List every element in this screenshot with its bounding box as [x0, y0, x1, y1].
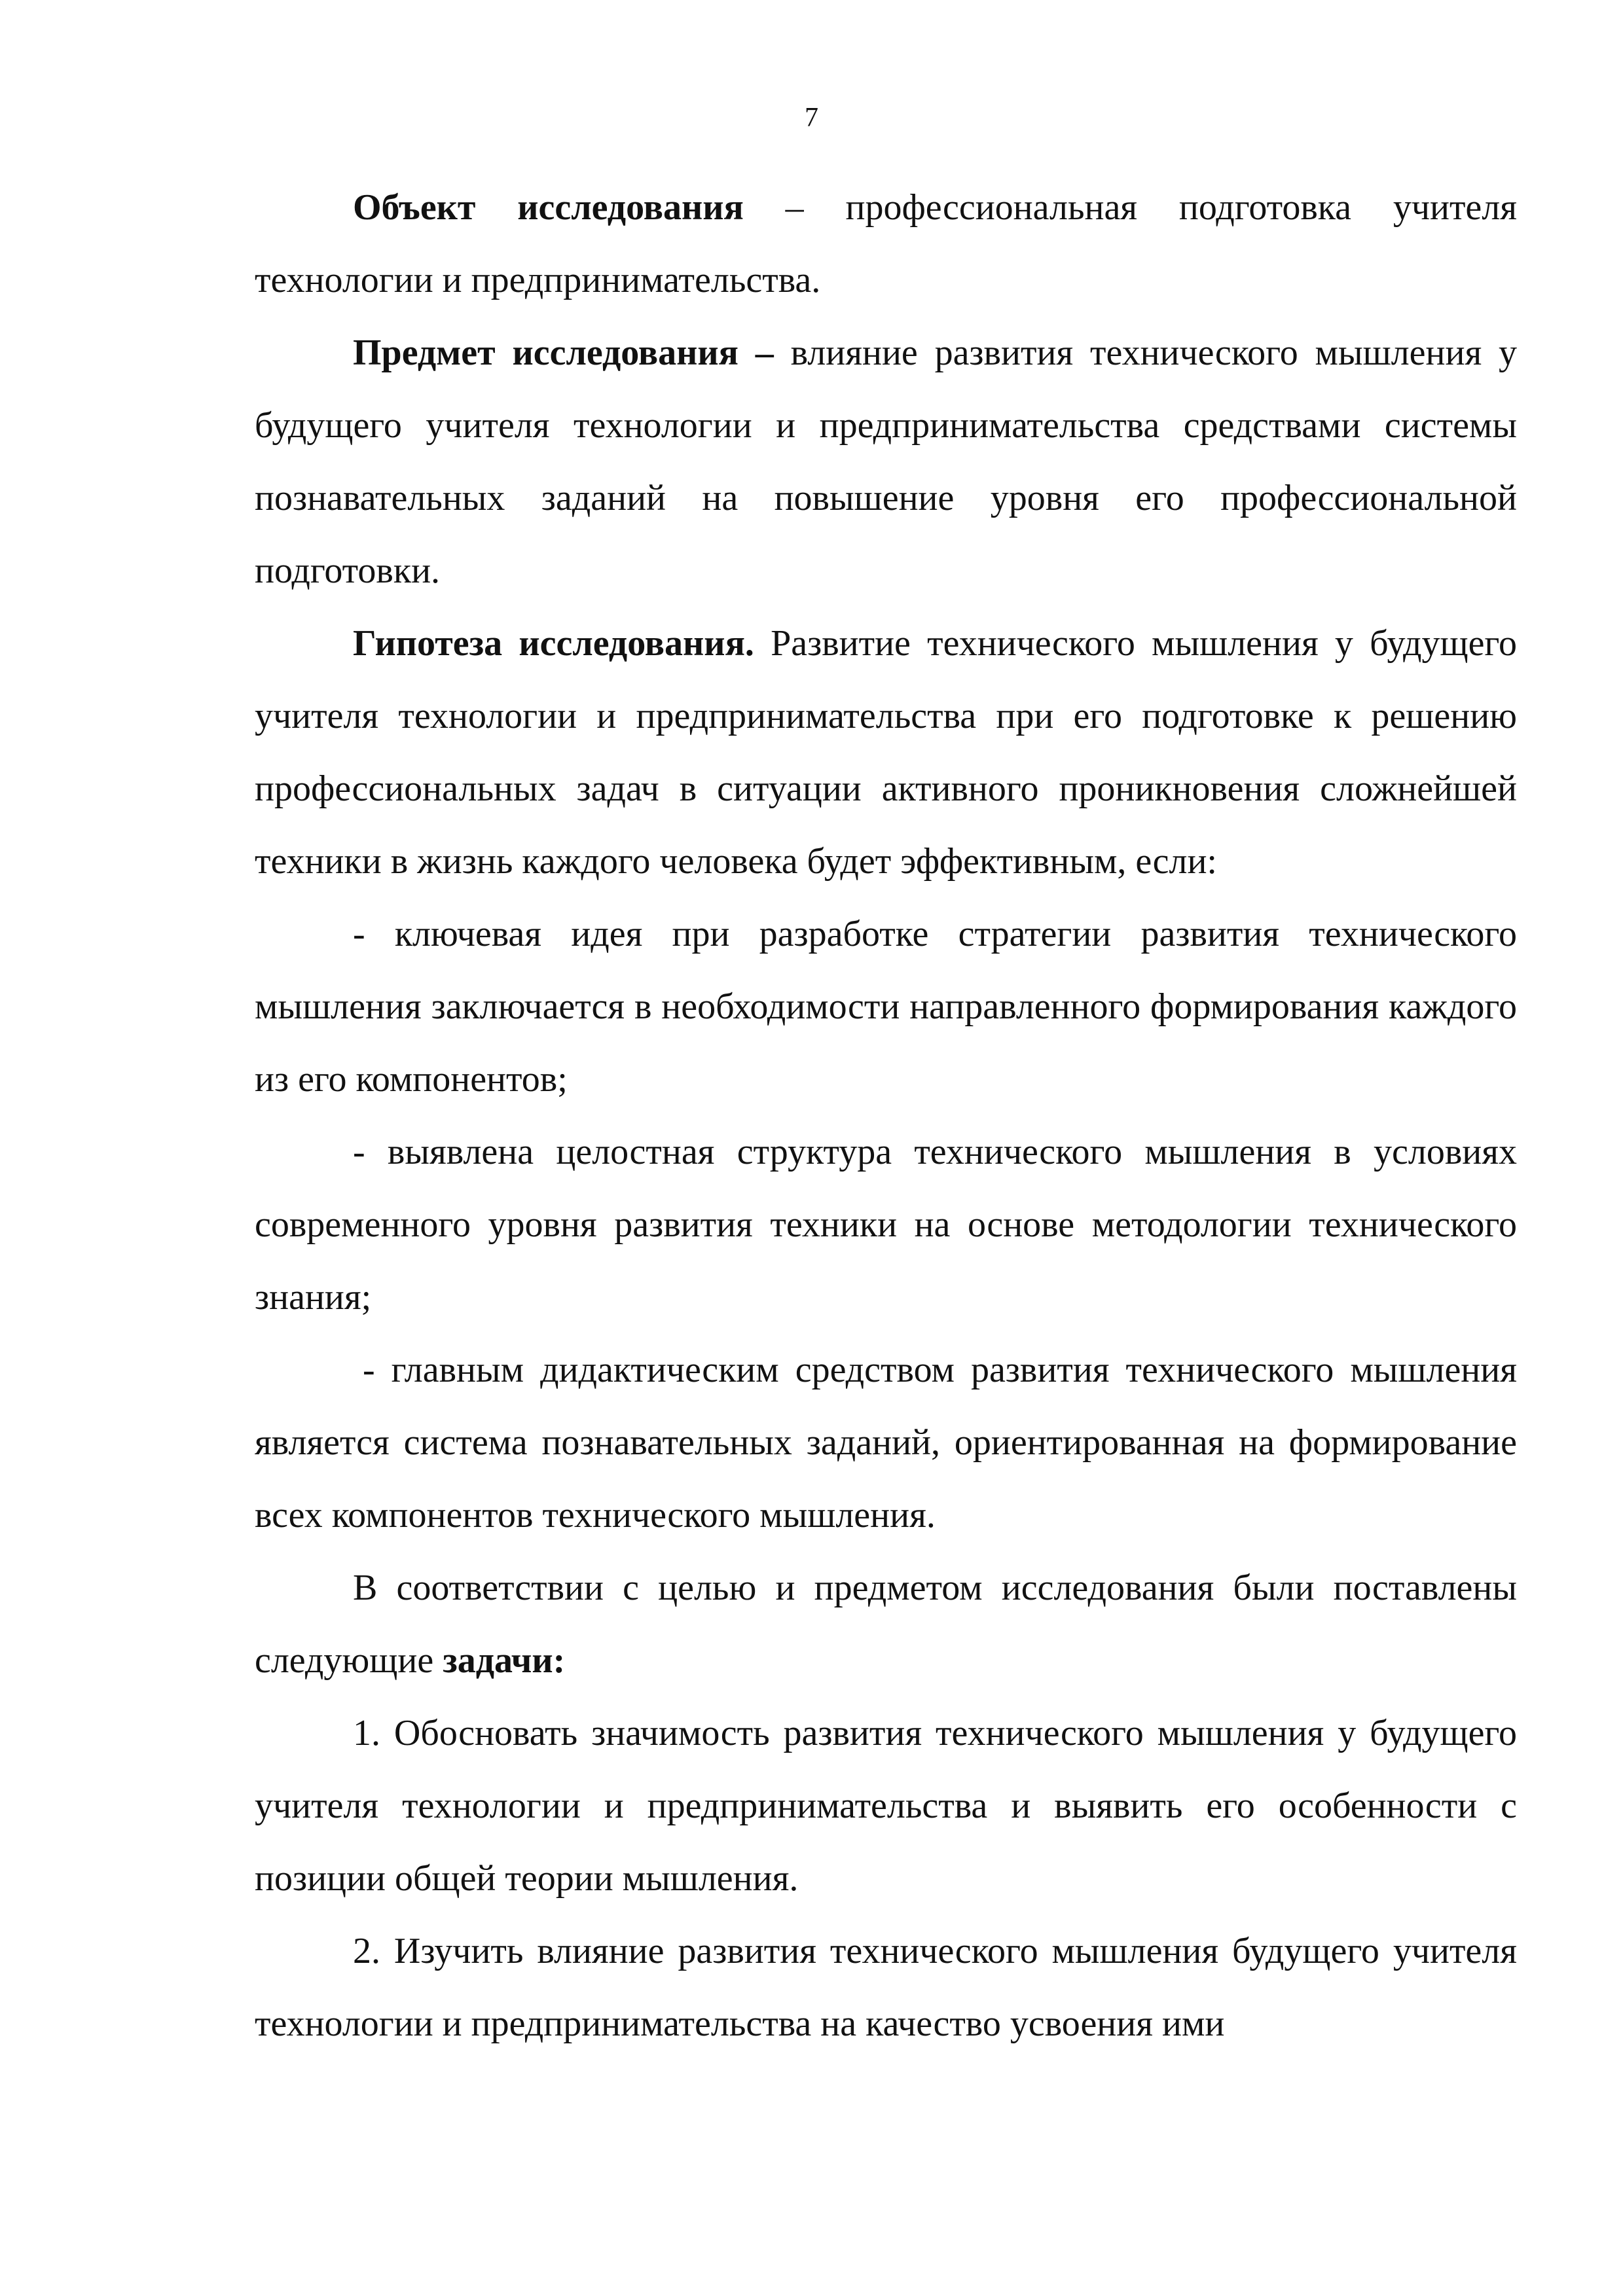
condition-item: - главным дидактическим средством развития технического мышления является система познавательных заданий, ориентированная на формирование всех компонентов технического мышления. — [255, 1350, 1517, 1535]
tasks-label: задачи: — [443, 1640, 566, 1681]
hypothesis-text: Развитие технического мышления у будущего учителя технологии и предпринимательства при его подготовке к решению профессиональных задач в ситуации активного проникновения сложнейшей техники в жизнь каждого человека будет эффективным, если: — [255, 623, 1517, 882]
hypothesis-label: Гипотеза исследования. — [353, 623, 754, 664]
document-body — [255, 171, 1517, 2060]
task-item: 2. Изучить влияние развития технического мышления будущего учителя технологии и предпринимательства на качество усвоения ими — [255, 1931, 1517, 2044]
task-item: 1. Обосновать значимость развития технического мышления у будущего учителя технологии и предпринимательства и выявить его особенности с позиции общей теории мышления. — [255, 1713, 1517, 1899]
object-label: Объект исследования — [353, 187, 744, 228]
condition-item: - выявлена целостная структура технического мышления в условиях современного уровня развития техники на основе методологии технического знания; — [255, 1132, 1517, 1318]
paragraph-tasks-intro — [255, 1552, 1517, 1697]
condition-item: - ключевая идея при разработке стратегии развития технического мышления заключается в необходимости направленного формирования каждого из его компонентов; — [255, 914, 1517, 1100]
paragraph-subject — [255, 317, 1517, 607]
subject-label: Предмет исследования – — [353, 332, 774, 373]
object-text: – профессиональная подготовка учителя технологии и предпринимательства. — [255, 187, 1517, 300]
tasks-intro-text: В соответствии с целью и предметом исследования были поставлены следующие — [255, 1568, 1517, 1681]
paragraph-hypothesis — [255, 607, 1517, 898]
paragraph-object — [255, 171, 1517, 317]
subject-text: влияние развития технического мышления у будущего учителя технологии и предпринимательства средствами системы познавательных заданий на повышение уровня его профессиональной подготовки. — [255, 332, 1518, 591]
page-number: 7 — [805, 103, 818, 133]
